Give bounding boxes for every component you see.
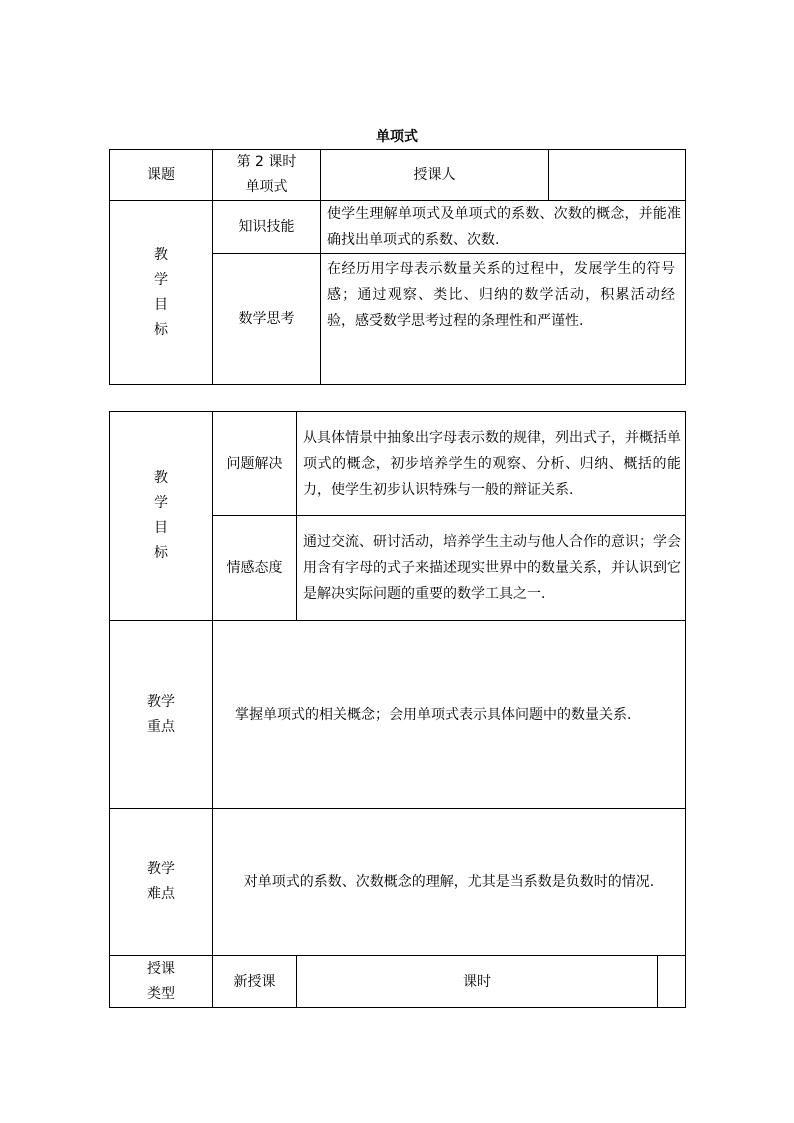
difficulties-label-line1: 教学	[147, 861, 175, 877]
difficulties-text: 对单项式的系数、次数概念的理解，尤其是当系数是负数时的情况.	[213, 809, 686, 956]
lesson-cell	[213, 150, 321, 201]
lesson-type-value: 新授课	[213, 956, 297, 1008]
lesson-type-label	[110, 956, 213, 1008]
goals-char: 教	[154, 246, 168, 263]
attitude-label: 情感态度	[213, 516, 297, 621]
math-thinking-label: 数学思考	[213, 254, 321, 385]
teaching-goals-label	[110, 412, 213, 621]
problem-solving-label: 问题解决	[213, 412, 297, 516]
key-points-text: 掌握单项式的相关概念；会用单项式表示具体问题中的数量关系.	[213, 621, 686, 809]
lesson-type-label-line1: 授课	[147, 960, 175, 977]
goals-char: 目	[154, 296, 168, 313]
teaching-goals-label	[110, 201, 213, 385]
goals-char: 教	[154, 470, 168, 486]
knowledge-skills-label: 知识技能	[213, 201, 321, 254]
math-thinking-text: 在经历用字母表示数量关系的过程中，发展学生的符号感；通过观察、类比、归纳的数学活动，积累活动经验，感受数学思考过程的条理性和严谨性.	[321, 254, 686, 385]
topic-label: 课题	[110, 150, 213, 201]
key-points-label	[110, 621, 213, 809]
key-points-label-line2: 重点	[147, 718, 175, 735]
teacher-value	[549, 150, 686, 201]
problem-solving-text: 从具体情景中抽象出字母表示数的规律，列出式子，并概括单项式的概念，初步培养学生的观察、分析、归纳、概括的能力，使学生初步认识特殊与一般的辩证关系.	[297, 412, 686, 516]
class-hours-label: 课时	[297, 956, 658, 1008]
knowledge-skills-text: 使学生理解单项式及单项式的系数、次数的概念，并能准确找出单项式的系数、次数.	[321, 201, 686, 254]
goals-char: 学	[154, 495, 168, 511]
goals-char: 标	[154, 321, 168, 338]
document-title: 单项式	[376, 129, 418, 145]
lesson-number: 第 2 课时	[236, 154, 297, 170]
difficulties-label-line2: 难点	[147, 886, 175, 902]
difficulties-label	[110, 809, 213, 956]
lesson-type-label-line2: 类型	[147, 985, 175, 1002]
lesson-detail-table	[109, 411, 686, 1008]
teacher-label: 授课人	[321, 150, 549, 201]
class-hours-value	[658, 956, 686, 1008]
attitude-text: 通过交流、研讨活动，培养学生主动与他人合作的意识；学会用含有字母的式子来描述现实世界中的数量关系，并认识到它是解决实际问题的重要的数学工具之一.	[297, 516, 686, 621]
goals-char: 学	[154, 271, 168, 288]
lesson-name: 单项式	[245, 179, 288, 195]
goals-char: 目	[154, 520, 168, 536]
goals-char: 标	[154, 545, 168, 561]
lesson-info-table	[109, 149, 686, 385]
key-points-label-line1: 教学	[147, 693, 175, 710]
